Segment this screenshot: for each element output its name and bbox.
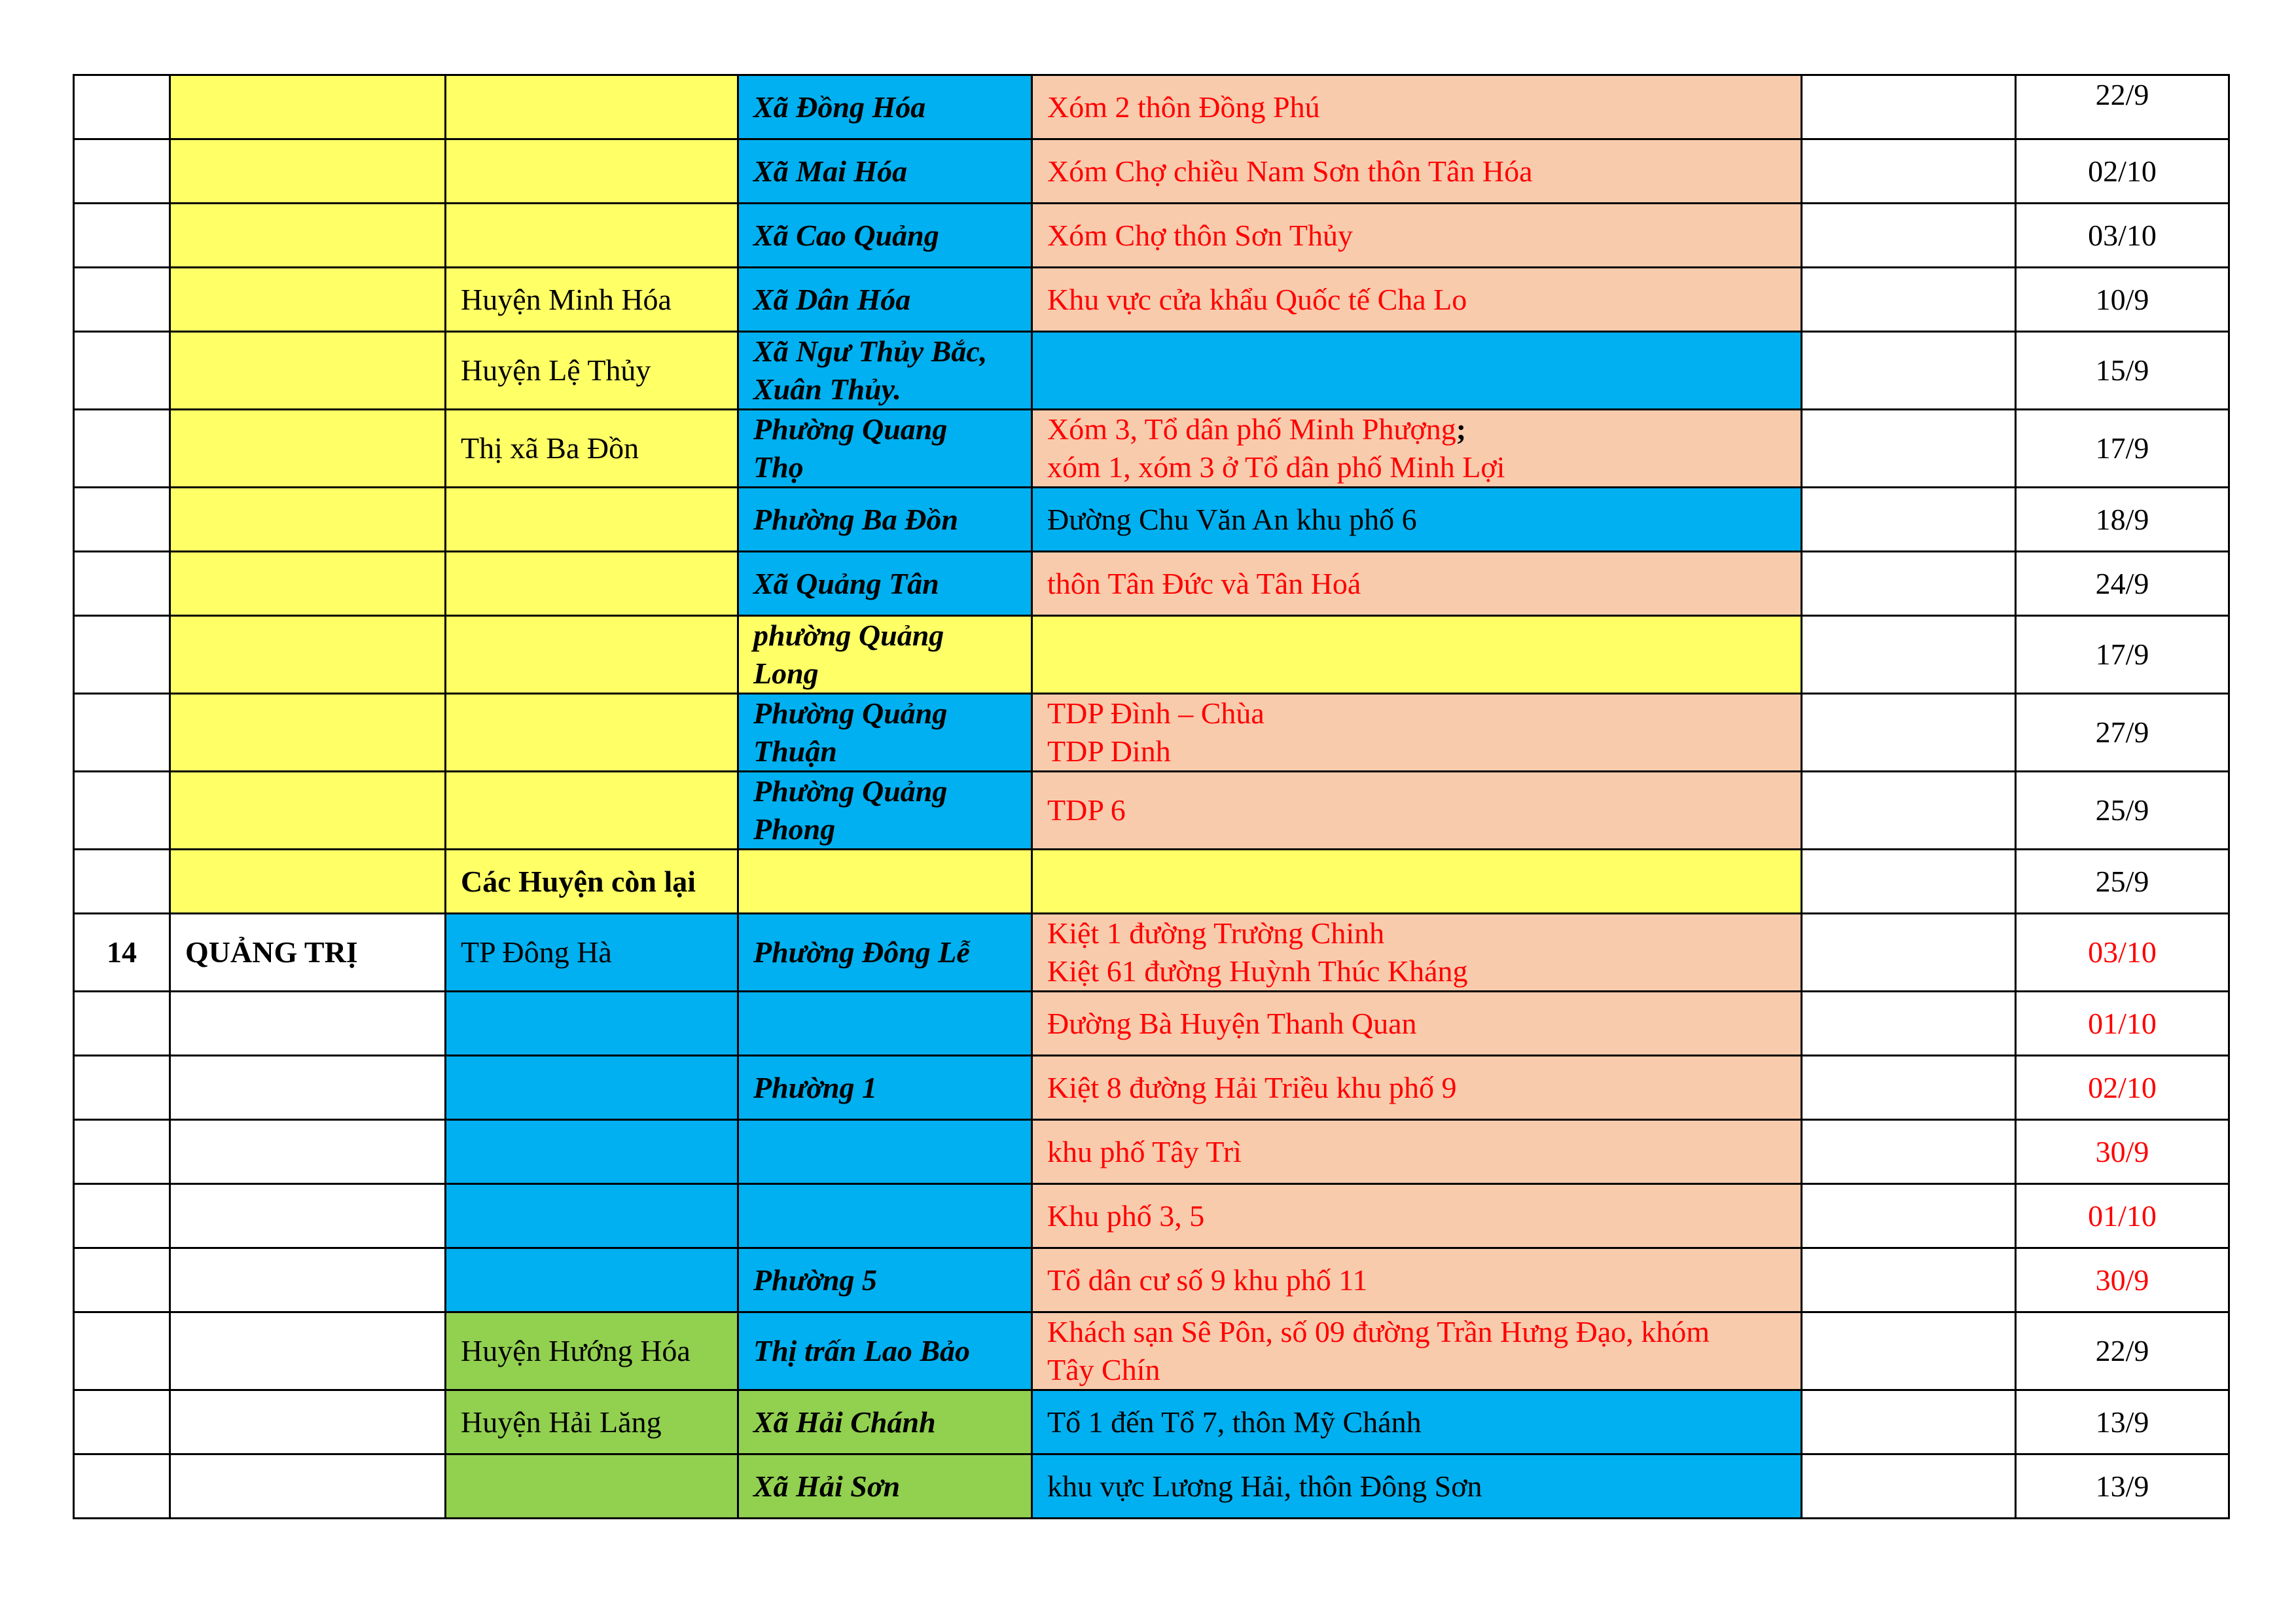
ward-cell — [738, 268, 1032, 332]
district-cell — [446, 1248, 738, 1312]
ward-cell — [738, 772, 1032, 850]
location-cell — [1032, 914, 1802, 992]
province-cell — [170, 1454, 446, 1519]
date-text: 03/10 — [2088, 935, 2157, 969]
date-cell — [2016, 552, 2229, 616]
location-suffix-text: ; — [1456, 412, 1467, 446]
province-cell — [170, 1056, 446, 1120]
date-text: 18/9 — [2095, 502, 2149, 536]
district-cell — [446, 410, 738, 488]
ward-cell — [738, 992, 1032, 1056]
ward-text: Phường Quang Thọ — [753, 412, 948, 484]
row-number-cell — [74, 914, 170, 992]
ward-cell — [738, 1184, 1032, 1248]
row-number-cell — [74, 1312, 170, 1390]
ward-cell — [738, 616, 1032, 694]
ward-text: Phường 5 — [753, 1263, 878, 1297]
extra-cell — [1802, 552, 2016, 616]
extra-cell — [1802, 772, 2016, 850]
ward-cell — [738, 1390, 1032, 1454]
extra-cell — [1802, 139, 2016, 204]
district-cell — [446, 488, 738, 552]
extra-cell — [1802, 1248, 2016, 1312]
district-text: Huyện Hải Lăng — [461, 1405, 662, 1439]
location-text: Kiệt 1 đường Trường Chinh Kiệt 61 đường Huỳnh Thúc Kháng — [1047, 916, 1468, 988]
location-text: Tổ dân cư số 9 khu phố 11 — [1047, 1263, 1368, 1297]
location-text: Khu phố 3, 5 — [1047, 1199, 1205, 1233]
district-cell — [446, 552, 738, 616]
ward-text: Phường Đông Lễ — [753, 935, 970, 969]
district-cell — [446, 268, 738, 332]
date-text: 13/9 — [2095, 1405, 2149, 1439]
province-cell — [170, 1312, 446, 1390]
table-row — [74, 914, 2229, 992]
location-cell — [1032, 332, 1802, 410]
extra-cell — [1802, 616, 2016, 694]
date-text: 30/9 — [2095, 1263, 2149, 1297]
ward-cell — [738, 204, 1032, 268]
ward-cell — [738, 1056, 1032, 1120]
location-text: Xóm Chợ thôn Sơn Thủy — [1047, 218, 1353, 252]
table-row — [74, 1312, 2229, 1390]
date-text: 15/9 — [2095, 353, 2149, 387]
extra-cell — [1802, 332, 2016, 410]
table-row — [74, 410, 2229, 488]
location-text: khu vực Lương Hải, thôn Đông Sơn — [1047, 1469, 1482, 1503]
ward-cell — [738, 488, 1032, 552]
province-cell — [170, 772, 446, 850]
location-cell — [1032, 552, 1802, 616]
date-cell — [2016, 694, 2229, 772]
row-number-cell — [74, 616, 170, 694]
date-cell — [2016, 332, 2229, 410]
location-cell — [1032, 1248, 1802, 1312]
province-cell — [170, 488, 446, 552]
date-text: 25/9 — [2095, 793, 2149, 827]
row-number-cell — [74, 694, 170, 772]
table-row — [74, 1056, 2229, 1120]
location-cell — [1032, 850, 1802, 914]
table-row — [74, 139, 2229, 204]
date-cell — [2016, 1390, 2229, 1454]
location-cell — [1032, 1056, 1802, 1120]
date-text: 17/9 — [2095, 431, 2149, 465]
row-number-cell — [74, 332, 170, 410]
province-cell — [170, 332, 446, 410]
ward-cell — [738, 694, 1032, 772]
location-text: TDP Đình – Chùa TDP Dinh — [1047, 696, 1265, 768]
location-cell — [1032, 410, 1802, 488]
date-cell — [2016, 1454, 2229, 1519]
table-row — [74, 75, 2229, 139]
district-text: Huyện Minh Hóa — [461, 282, 672, 316]
district-text: Thị xã Ba Đồn — [461, 431, 639, 465]
location-line2-text: xóm 1, xóm 3 ở Tổ dân phố Minh Lợi — [1047, 450, 1505, 484]
table-row — [74, 488, 2229, 552]
table-row — [74, 268, 2229, 332]
district-cell — [446, 1056, 738, 1120]
district-cell — [446, 914, 738, 992]
district-cell — [446, 75, 738, 139]
extra-cell — [1802, 410, 2016, 488]
location-cell — [1032, 1454, 1802, 1519]
district-cell — [446, 332, 738, 410]
date-cell — [2016, 1248, 2229, 1312]
date-cell — [2016, 1184, 2229, 1248]
province-cell — [170, 1390, 446, 1454]
extra-cell — [1802, 1312, 2016, 1390]
ward-cell — [738, 1312, 1032, 1390]
province-cell — [170, 914, 446, 992]
date-text: 02/10 — [2088, 1070, 2157, 1104]
ward-text: Phường Ba Đồn — [753, 502, 958, 536]
province-cell — [170, 139, 446, 204]
table-row — [74, 204, 2229, 268]
location-cell — [1032, 772, 1802, 850]
ward-cell — [738, 410, 1032, 488]
location-text: Xóm 3, Tổ dân phố Minh Phượng — [1047, 412, 1456, 446]
extra-cell — [1802, 1390, 2016, 1454]
date-cell — [2016, 268, 2229, 332]
district-text: Huyện Hướng Hóa — [461, 1334, 691, 1367]
date-text: 01/10 — [2088, 1199, 2157, 1233]
ward-text: Xã Ngư Thủy Bắc, Xuân Thủy. — [753, 334, 988, 406]
district-cell — [446, 850, 738, 914]
date-cell — [2016, 410, 2229, 488]
ward-cell — [738, 75, 1032, 139]
location-cell — [1032, 488, 1802, 552]
ward-cell — [738, 1454, 1032, 1519]
province-cell — [170, 1248, 446, 1312]
date-cell — [2016, 139, 2229, 204]
date-text: 01/10 — [2088, 1006, 2157, 1040]
row-number-cell — [74, 772, 170, 850]
ward-text: Xã Đồng Hóa — [753, 90, 926, 124]
province-cell — [170, 850, 446, 914]
province-cell — [170, 204, 446, 268]
location-text: Khách sạn Sê Pôn, số 09 đường Trần Hưng Đạo, khóm Tây Chín — [1047, 1315, 1710, 1386]
location-cell — [1032, 616, 1802, 694]
ward-text: Xã Mai Hóa — [753, 154, 908, 188]
row-number-cell — [74, 552, 170, 616]
extra-cell — [1802, 694, 2016, 772]
location-cell — [1032, 992, 1802, 1056]
date-text: 02/10 — [2088, 154, 2157, 188]
date-cell — [2016, 850, 2229, 914]
ward-cell — [738, 332, 1032, 410]
row-number-cell — [74, 268, 170, 332]
district-cell — [446, 1120, 738, 1184]
ward-cell — [738, 850, 1032, 914]
location-cell — [1032, 1184, 1802, 1248]
province-cell — [170, 1184, 446, 1248]
table-row — [74, 552, 2229, 616]
table-row — [74, 1454, 2229, 1519]
district-text: Các Huyện còn lại — [461, 864, 696, 898]
ward-text: Phường 1 — [753, 1070, 878, 1104]
table-body — [74, 75, 2229, 1519]
location-text: thôn Tân Đức và Tân Hoá — [1047, 566, 1361, 600]
extra-cell — [1802, 75, 2016, 139]
date-text: 13/9 — [2095, 1469, 2149, 1503]
province-cell — [170, 268, 446, 332]
location-cell — [1032, 204, 1802, 268]
extra-cell — [1802, 268, 2016, 332]
location-text: Xóm 2 thôn Đồng Phú — [1047, 90, 1320, 124]
extra-cell — [1802, 488, 2016, 552]
province-cell — [170, 410, 446, 488]
row-number-cell — [74, 1390, 170, 1454]
location-text: khu phố Tây Trì — [1047, 1134, 1242, 1168]
ward-text: Thị trấn Lao Bảo — [753, 1334, 971, 1367]
district-cell — [446, 616, 738, 694]
ward-text: Phường Quảng Thuận — [753, 696, 948, 768]
date-text: 22/9 — [2095, 1334, 2149, 1367]
ward-text: phường Quảng Long — [753, 619, 944, 690]
extra-cell — [1802, 1454, 2016, 1519]
row-number-cell — [74, 139, 170, 204]
row-number-cell — [74, 204, 170, 268]
province-text: QUẢNG TRỊ — [185, 935, 358, 969]
row-number-text: 14 — [107, 935, 137, 969]
district-cell — [446, 1184, 738, 1248]
table-row — [74, 1248, 2229, 1312]
date-text: 25/9 — [2095, 864, 2149, 898]
location-text: Xóm Chợ chiều Nam Sơn thôn Tân Hóa — [1047, 154, 1533, 188]
table-row — [74, 772, 2229, 850]
district-cell — [446, 204, 738, 268]
date-text: 24/9 — [2095, 566, 2149, 600]
location-text: Đường Bà Huyện Thanh Quan — [1047, 1006, 1417, 1040]
district-cell — [446, 1390, 738, 1454]
row-number-cell — [74, 1248, 170, 1312]
date-text: 03/10 — [2088, 218, 2157, 252]
table-row — [74, 694, 2229, 772]
ward-text: Xã Cao Quảng — [753, 218, 939, 252]
ward-text: Xã Quảng Tân — [753, 566, 939, 600]
province-cell — [170, 616, 446, 694]
district-cell — [446, 139, 738, 204]
row-number-cell — [74, 75, 170, 139]
date-cell — [2016, 616, 2229, 694]
row-number-cell — [74, 1454, 170, 1519]
province-cell — [170, 552, 446, 616]
location-cell — [1032, 139, 1802, 204]
district-text: Huyện Lệ Thủy — [461, 353, 651, 387]
ward-cell — [738, 1120, 1032, 1184]
province-cell — [170, 992, 446, 1056]
table-row — [74, 1184, 2229, 1248]
province-cell — [170, 694, 446, 772]
extra-cell — [1802, 850, 2016, 914]
date-text: 22/9 — [2095, 78, 2149, 111]
row-number-cell — [74, 1184, 170, 1248]
date-cell — [2016, 1312, 2229, 1390]
ward-text: Xã Hải Chánh — [753, 1405, 936, 1439]
date-cell — [2016, 488, 2229, 552]
date-text: 27/9 — [2095, 715, 2149, 749]
table-row — [74, 1390, 2229, 1454]
extra-cell — [1802, 1056, 2016, 1120]
row-number-cell — [74, 488, 170, 552]
ward-cell — [738, 552, 1032, 616]
table-row — [74, 992, 2229, 1056]
date-cell — [2016, 992, 2229, 1056]
extra-cell — [1802, 992, 2016, 1056]
row-number-cell — [74, 1120, 170, 1184]
date-cell — [2016, 75, 2229, 139]
location-text: Khu vực cửa khẩu Quốc tế Cha Lo — [1047, 282, 1467, 316]
location-cell — [1032, 1120, 1802, 1184]
date-text: 10/9 — [2095, 282, 2149, 316]
location-text: Tổ 1 đến Tổ 7, thôn Mỹ Chánh — [1047, 1405, 1422, 1439]
district-text: TP Đông Hà — [461, 935, 612, 969]
row-number-cell — [74, 410, 170, 488]
date-text: 30/9 — [2095, 1134, 2149, 1168]
ward-text: Phường Quảng Phong — [753, 774, 948, 846]
location-text: Đường Chu Văn An khu phố 6 — [1047, 502, 1417, 536]
ward-cell — [738, 914, 1032, 992]
ward-cell — [738, 1248, 1032, 1312]
locations-table — [73, 74, 2230, 1519]
table-row — [74, 1120, 2229, 1184]
date-cell — [2016, 772, 2229, 850]
district-cell — [446, 772, 738, 850]
location-cell — [1032, 1390, 1802, 1454]
row-number-cell — [74, 1056, 170, 1120]
district-cell — [446, 1454, 738, 1519]
date-cell — [2016, 914, 2229, 992]
row-number-cell — [74, 992, 170, 1056]
location-cell — [1032, 1312, 1802, 1390]
date-cell — [2016, 1056, 2229, 1120]
ward-text: Xã Hải Sơn — [753, 1469, 901, 1503]
location-cell — [1032, 694, 1802, 772]
district-cell — [446, 1312, 738, 1390]
district-cell — [446, 992, 738, 1056]
date-cell — [2016, 1120, 2229, 1184]
location-text: TDP 6 — [1047, 793, 1126, 827]
location-text: Kiệt 8 đường Hải Triều khu phố 9 — [1047, 1070, 1457, 1104]
table-row — [74, 332, 2229, 410]
table-row — [74, 850, 2229, 914]
district-cell — [446, 694, 738, 772]
extra-cell — [1802, 914, 2016, 992]
extra-cell — [1802, 204, 2016, 268]
ward-text: Xã Dân Hóa — [753, 282, 911, 316]
location-cell — [1032, 75, 1802, 139]
location-cell — [1032, 268, 1802, 332]
date-text: 17/9 — [2095, 638, 2149, 671]
extra-cell — [1802, 1120, 2016, 1184]
ward-cell — [738, 139, 1032, 204]
province-cell — [170, 1120, 446, 1184]
extra-cell — [1802, 1184, 2016, 1248]
row-number-cell — [74, 850, 170, 914]
date-cell — [2016, 204, 2229, 268]
table-row — [74, 616, 2229, 694]
province-cell — [170, 75, 446, 139]
